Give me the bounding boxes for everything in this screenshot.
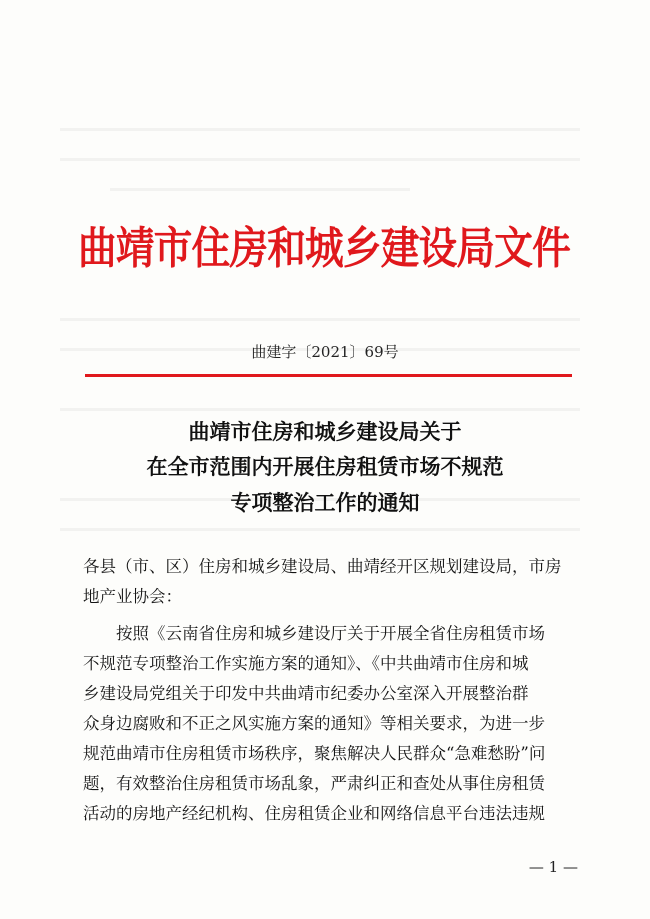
notice-title-line-3: 专项整治工作的通知: [230, 490, 420, 515]
bleed-through-mark: [60, 528, 580, 531]
body-paragraph-line: 规范曲靖市住房租赁市场秩序，聚焦解决人民群众“急难愁盼”问: [83, 744, 546, 763]
bleed-through-mark: [60, 318, 580, 321]
body-paragraph-line: 众身边腐败和不正之风实施方案的通知》等相关要求，为进一步: [83, 714, 545, 733]
bleed-through-mark: [60, 408, 580, 411]
notice-title-line-2: 在全市范围内开展住房租赁市场不规范: [146, 454, 504, 479]
document-header-title: 曲靖市住房和城乡建设局文件: [78, 223, 570, 274]
notice-title-line-1: 曲靖市住房和城乡建设局关于: [188, 419, 462, 444]
body-paragraph-line: 活动的房地产经纪机构、住房租赁企业和网络信息平台违法违规: [83, 804, 545, 823]
body-paragraph-line: 不规范专项整治工作实施方案的通知》、《中共曲靖市住房和城: [83, 654, 529, 673]
document-number: 曲建字〔2021〕69号: [251, 343, 399, 361]
addressee: 各县（市、区）住房和城乡建设局、曲靖经开区规划建设局，市房地产业协会：: [83, 557, 562, 606]
body-paragraph-line: 题，有效整治住房租赁市场乱象，严肃纠正和查处从事住房租赁: [83, 774, 545, 793]
bleed-through-mark: [110, 188, 410, 191]
page-number: — 1 —: [528, 858, 578, 876]
red-divider-line: [85, 374, 572, 377]
bleed-through-mark: [60, 158, 580, 161]
bleed-through-mark: [60, 128, 580, 131]
body-paragraph-line: 按照《云南省住房和城乡建设厅关于开展全省住房租赁市场: [116, 624, 545, 643]
body-paragraph-line: 乡建设局党组关于印发中共曲靖市纪委办公室深入开展整治群: [83, 684, 529, 703]
